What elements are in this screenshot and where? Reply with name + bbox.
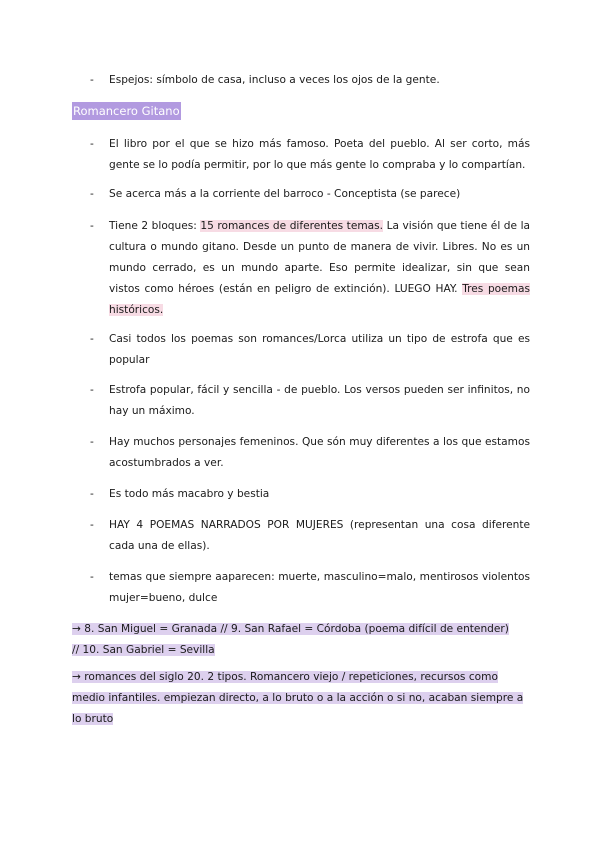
bullet-text-part: La visión que tiene él de la cultura o mundo gitano. Desde un punto de manera de vivir. Libres. No es un mundo cerrado, es un mundo aparte. Eso permite idealizar, sin que sean vistos como héroes (están en peligro de extinción). LUEGO HAY. [109, 220, 531, 295]
bullet-text: Hay muchos personajes femeninos. Que són muy diferentes a los que estamos acostumbrados a ver. [109, 436, 530, 469]
bullet-text: Espejos: símbolo de casa, incluso a veces los ojos de la gente. [109, 74, 440, 86]
bullet-text: Estrofa popular, fácil y sencilla - de pueblo. Los versos pueden ser infinitos, no hay un máximo. [109, 384, 530, 417]
note-line: // 10. San Gabriel = Sevilla [72, 644, 215, 656]
section-heading: Romancero Gitano [73, 104, 180, 118]
bullet-text-part: Tiene 2 bloques: [109, 220, 201, 232]
arrow-note-santos [72, 619, 532, 661]
bullet-text: temas que siempre aaparecen: muerte, masculino=malo, mentirosos violentos mujer=bueno, dulce [109, 571, 530, 604]
bullet-dash: - [90, 488, 94, 500]
bullet-text: Casi todos los poemas son romances/Lorca utiliza un tipo de estrofa que es popular [109, 333, 530, 366]
highlight-romances: 15 romances de diferentes temas. [200, 220, 384, 232]
bullet-text: HAY 4 POEMAS NARRADOS POR MUJERES (representan una cosa diferente cada una de ellas). [109, 519, 530, 552]
bullet-dash: - [90, 220, 94, 232]
bullet-dash: - [90, 333, 94, 345]
note-line: → romances del siglo 20. 2 tipos. Romancero viejo / repeticiones, recursos como [72, 671, 498, 683]
bullet-dash: - [90, 436, 94, 448]
bullet-text: Es todo más macabro y bestia [109, 488, 270, 500]
bullet-text: El libro por el que se hizo más famoso. Poeta del pueblo. Al ser corto, más gente se lo podía permitir, por lo que más gente lo compraba y lo compartían. [109, 138, 530, 171]
bullet-dash: - [90, 384, 94, 396]
bullet-dash: - [90, 519, 94, 531]
note-line: → 8. San Miguel = Granada // 9. San Rafael = Córdoba (poema difícil de entender) [72, 623, 509, 635]
bullet-dash: - [90, 74, 94, 86]
arrow-note-romances [72, 667, 532, 730]
bullet-text: Se acerca más a la corriente del barroco - Conceptista (se parece) [109, 188, 461, 200]
note-line: lo bruto [72, 713, 114, 725]
bullet-text [109, 216, 530, 321]
highlight-poemas-historicos: Tres poemas históricos. [109, 283, 531, 316]
bullet-dash: - [90, 571, 94, 583]
bullet-dash: - [90, 138, 94, 150]
note-line: medio infantiles. empiezan directo, a lo bruto o a la acción o si no, acaban siempre a [72, 692, 524, 704]
bullet-dash: - [90, 188, 94, 200]
